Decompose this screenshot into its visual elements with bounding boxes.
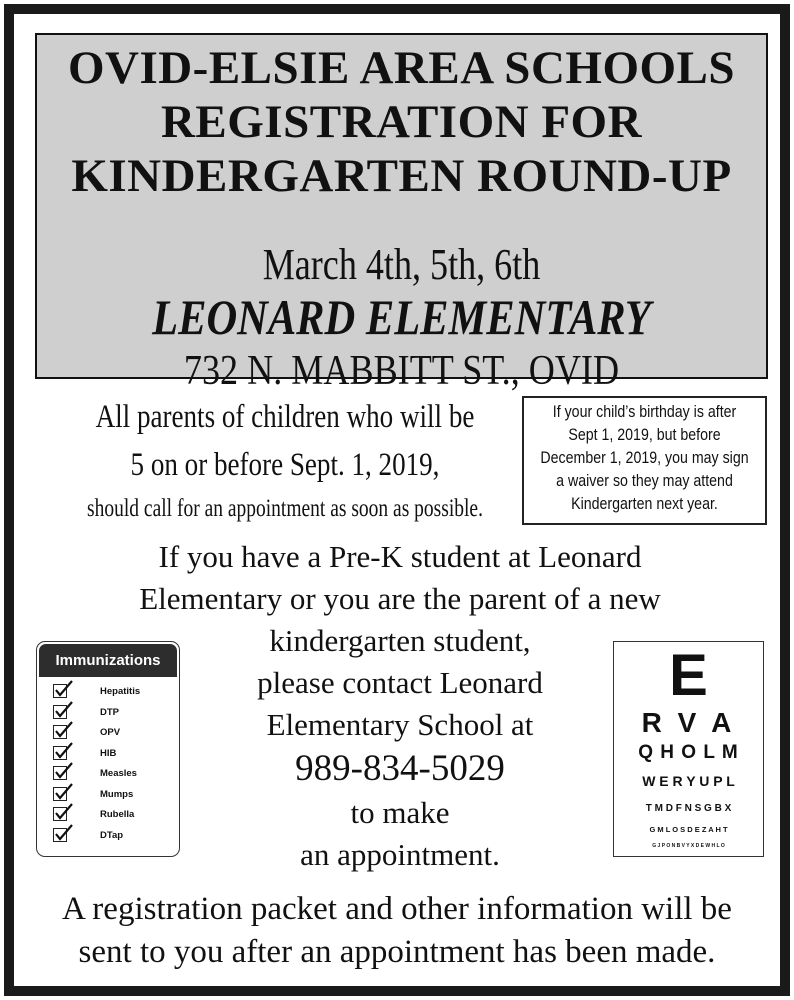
checkbox-checked-icon (53, 746, 67, 760)
immunization-label: HIB (100, 747, 117, 759)
registration-title: REGISTRATION FOR (160, 96, 643, 148)
contact-line-4: please contact Leonard (257, 665, 543, 700)
eye-chart-row: Q H O L M (638, 742, 739, 763)
waiver-line: If your child’s birthday is after (552, 403, 737, 421)
contact-line-6: to make (350, 795, 450, 830)
eye-chart-row: E (669, 643, 708, 708)
checkbox-checked-icon (53, 684, 67, 698)
eligibility-line-1: All parents of children who will be (95, 399, 475, 435)
waiver-line: Kindergarten next year. (571, 495, 718, 513)
school-address: 732 N. MABBITT ST., OVID (183, 348, 620, 394)
contact-line-2: Elementary or you are the parent of a new (139, 581, 661, 616)
immunization-label: Hepatitis (100, 686, 141, 697)
immunizations-card (36, 641, 180, 857)
waiver-line: a waiver so they may attend (556, 472, 733, 490)
event-title: KINDERGARTEN ROUND-UP (71, 150, 732, 202)
immunization-item (53, 826, 179, 846)
immunization-label: Mumps (100, 788, 134, 800)
checkbox-checked-icon (53, 807, 67, 821)
waiver-line: December 1, 2019, you may sign (540, 449, 749, 467)
immunization-label: Rubella (100, 809, 135, 820)
eye-chart (613, 641, 764, 857)
phone-number: 989-834-5029 (295, 748, 505, 789)
waiver-line: Sept 1, 2019, but before (568, 426, 721, 444)
eligibility-line-2: 5 on or before Sept. 1, 2019, (130, 447, 440, 483)
contact-line-1: If you have a Pre-K student at Leonard (158, 539, 642, 574)
waiver-notice-box (522, 396, 767, 525)
district-title: OVID-ELSIE AREA SCHOOLS (67, 42, 736, 94)
eye-chart-row: W E R Y U P L (642, 773, 735, 789)
checkbox-checked-icon (53, 828, 67, 842)
contact-line-3: kindergarten student, (269, 623, 531, 658)
immunization-label: OPV (100, 727, 121, 738)
eye-chart-row: G J P O N B V Y X D E W H L O (652, 843, 725, 849)
eye-chart-row: G M L O S D E Z A H T (649, 825, 728, 834)
header-banner (35, 33, 768, 394)
eligibility-line-3: should call for an appointment as soon as possible. (87, 495, 483, 522)
event-dates: March 4th, 5th, 6th (262, 240, 541, 289)
closing-text (20, 888, 774, 974)
checkbox-checked-icon (53, 725, 67, 739)
contact-line-7: an appointment. (300, 837, 500, 872)
closing-line-1: A registration packet and other information will be (62, 891, 732, 927)
eye-chart-row: T M D F N S G B X (645, 803, 732, 814)
immunization-label: Measles (100, 768, 137, 779)
checkbox-checked-icon (53, 705, 67, 719)
checkbox-checked-icon (53, 766, 67, 780)
school-name: LEONARD ELEMENTARY (152, 289, 651, 345)
eye-chart-row: R V A (641, 707, 736, 738)
immunization-label: DTap (100, 829, 124, 841)
immunizations-title: Immunizations (39, 644, 177, 677)
checkbox-checked-icon (53, 787, 67, 801)
contact-line-5: Elementary School at (266, 707, 534, 742)
immunization-label: DTP (100, 706, 119, 718)
eligibility-text (50, 395, 520, 525)
closing-line-2: sent to you after an appointment has been made. (78, 934, 716, 970)
